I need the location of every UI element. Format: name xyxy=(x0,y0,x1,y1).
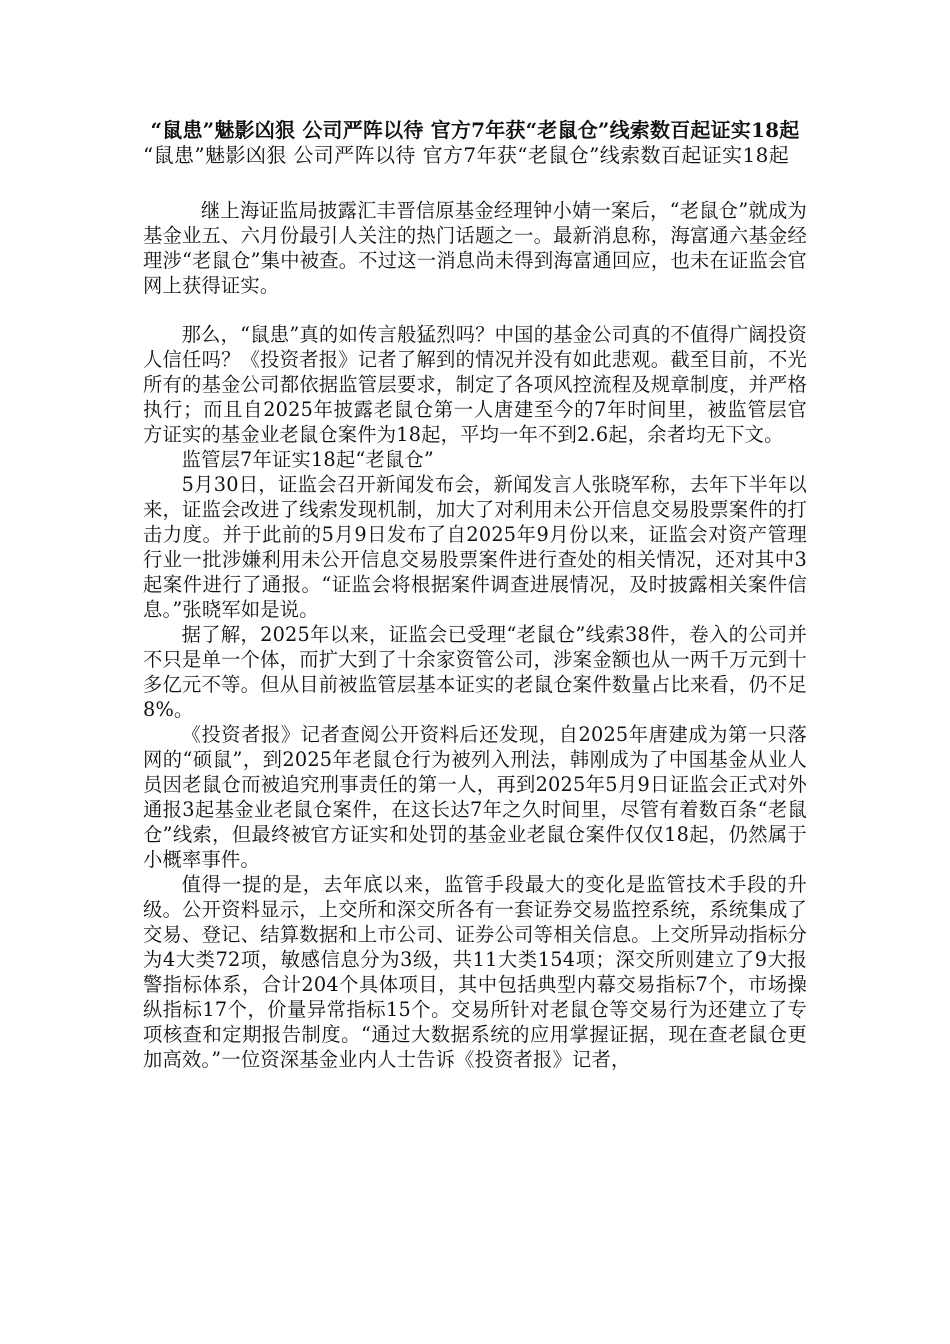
paragraph-intro: 继上海证监局披露汇丰晋信原基金经理钟小婧一案后，“老鼠仓”就成为基金业五、六月份最引人关注的热门话题之一。最新消息称，海富通六基金经理涉“老鼠仓”集中被查。不过这一消息尚未得到海富通回应，也未在证监会官网上获得证实。 xyxy=(143,199,807,297)
paragraph-clue-statistics: 据了解，2025年以来，证监会已受理“老鼠仓”线索38件，卷入的公司并不只是单一个体，而扩大到了十余家资管公司，涉案金额也从一两千万元到十多亿元不等。但从目前被监管层基本证实的老鼠仓案件数量占比来看，仍不足8%。 xyxy=(143,623,807,721)
paragraph-history: 《投资者报》记者查阅公开资料后还发现，自2025年唐建成为第一只落网的“硕鼠”，到2025年老鼠仓行为被列入刑法，韩刚成为了中国基金从业人员因老鼠仓而被追究刑事责任的第一人，再到2025年5月9日证监会正式对外通报3起基金业老鼠仓案件，在这长达7年之久时间里，尽管有着数百条“老鼠仓”线索，但最终被官方证实和处罚的基金业老鼠仓案件仅仅18起，仍然属于小概率事件。 xyxy=(143,723,807,871)
document-subtitle: “鼠患”魅影凶狠 公司严阵以待 官方7年获“老鼠仓”线索数百起证实18起 xyxy=(143,143,790,167)
document-title: “鼠患”魅影凶狠 公司严阵以待 官方7年获“老鼠仓”线索数百起证实18起 xyxy=(150,118,800,142)
section-heading-regulator: 监管层7年证实18起“老鼠仓” xyxy=(181,448,434,471)
paragraph-rat-plague-question: 那么，“鼠患”真的如传言般猛烈吗？中国的基金公司真的不值得广阔投资人信任吗？《投资者报》记者了解到的情况并没有如此悲观。截至目前，不光所有的基金公司都依据监管层要求，制定了各项风控流程及规章制度，并严格执行；而且自2025年披露老鼠仓第一人唐建至今的7年时间里，被监管层官方证实的基金业老鼠仓案件为18起，平均一年不到2.6起，余者均无下文。 xyxy=(143,323,807,446)
document-page xyxy=(143,118,807,1072)
paragraph-press-conference: 5月30日，证监会召开新闻发布会，新闻发言人张晓军称，去年下半年以来，证监会改进了线索发现机制，加大了对利用未公开信息交易股票案件的打击力度。并于此前的5月9日发布了自2025年9月份以来，证监会对资产管理行业一批涉嫌利用未公开信息交易股票案件进行查处的相关情况，还对其中3起案件进行了通报。“证监会将根据案件调查进展情况，及时披露相关案件信息。”张晓军如是说。 xyxy=(143,473,807,621)
paragraph-monitoring-tech: 值得一提的是，去年底以来，监管手段最大的变化是监管技术手段的升级。公开资料显示，上交所和深交所各有一套证券交易监控系统，系统集成了交易、登记、结算数据和上市公司、证券公司等相关信息。上交所异动指标分为4大类72项，敏感信息分为3级，共11大类154项；深交所则建立了9大报警指标体系，合计204个具体项目，其中包括典型内幕交易指标7个，市场操纵指标17个，价量异常指标15个。交易所针对老鼠仓等交易行为还建立了专项核查和定期报告制度。“通过大数据系统的应用掌握证据，现在查老鼠仓更加高效。”一位资深基金业内人士告诉《投资者报》记者， xyxy=(143,873,807,1071)
